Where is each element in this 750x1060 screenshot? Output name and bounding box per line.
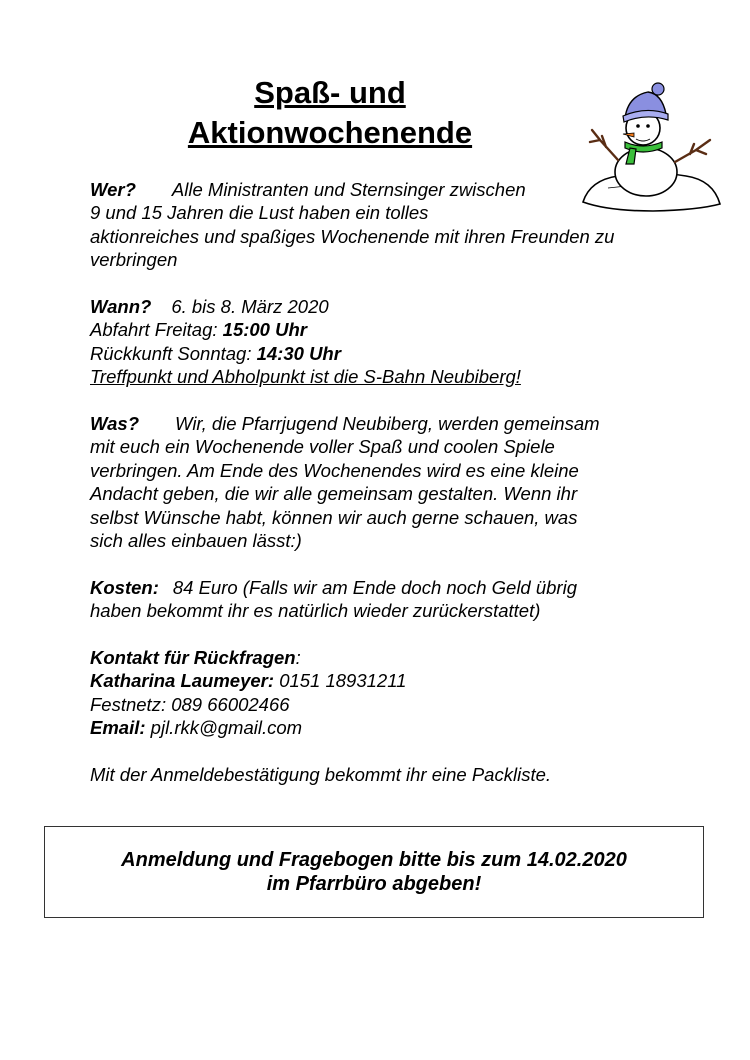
section-kontakt	[90, 646, 690, 740]
contact-name: Katharina Laumeyer:	[90, 670, 275, 692]
kontakt-heading: Kontakt für Rückfragen	[90, 647, 296, 669]
kontakt-heading-colon: :	[295, 647, 301, 669]
section-packliste	[90, 763, 690, 786]
packliste-note: Mit der Anmeldebestätigung bekommt ihr eine Packliste.	[90, 764, 552, 786]
title-line-2: Aktionwochenende	[187, 115, 473, 150]
wann-date: 6. bis 8. März 2020	[171, 296, 329, 318]
email-label: Email:	[90, 717, 146, 739]
contact-mobile: 0151 18931211	[279, 670, 407, 692]
was-line-5: selbst Wünsche habt, können wir auch gerne schauen, was	[90, 506, 578, 528]
landline-label: Festnetz:	[90, 693, 167, 715]
meeting-point: Treffpunkt und Abholpunkt ist die S-Bahn Neubiberg!	[90, 366, 521, 388]
departure-label: Abfahrt Freitag:	[90, 319, 218, 341]
title-line-1: Spaß- und	[254, 75, 406, 110]
info-body	[90, 178, 690, 810]
contact-email: pjl.rkk@gmail.com	[150, 717, 303, 739]
was-line-1: Wir, die Pfarrjugend Neubiberg, werden gemeinsam	[175, 413, 600, 435]
departure-time: 15:00 Uhr	[222, 319, 307, 341]
wer-line-3: aktionreiches und spaßiges Wochenende mit ihren Freunden zu	[90, 225, 615, 247]
kosten-line-2: haben bekommt ihr es natürlich wieder zurückerstattet)	[90, 600, 541, 622]
contact-landline: 089 66002466	[171, 693, 290, 715]
wann-label: Wann?	[90, 296, 152, 318]
wer-line-1: Alle Ministranten und Sternsinger zwischen	[171, 179, 526, 200]
wer-label: Wer?	[90, 179, 136, 200]
section-wann	[90, 295, 690, 389]
was-line-4: Andacht geben, die wir alle gemeinsam gestalten. Wenn ihr	[90, 483, 578, 505]
section-kosten	[90, 576, 690, 623]
wer-line-2: 9 und 15 Jahren die Lust haben ein tolles	[90, 202, 429, 224]
section-was	[90, 412, 690, 552]
notice-line-2: im Pfarrbüro abgeben!	[266, 873, 482, 895]
wer-line-4: verbringen	[90, 249, 178, 271]
was-label: Was?	[90, 413, 140, 435]
was-line-6: sich alles einbauen lässt:)	[90, 530, 302, 552]
notice-line-1: Anmeldung und Fragebogen bitte bis zum 14.02.2020	[121, 849, 627, 871]
return-label: Rückkunft Sonntag:	[90, 342, 252, 364]
section-wer	[90, 178, 690, 272]
kosten-line-1: 84 Euro (Falls wir am Ende doch noch Geld übrig	[172, 576, 577, 598]
return-time: 14:30 Uhr	[256, 342, 341, 364]
was-line-2: mit euch ein Wochenende voller Spaß und coolen Spiele	[90, 436, 555, 458]
kosten-label: Kosten:	[90, 576, 159, 598]
registration-notice-box	[44, 826, 704, 918]
was-line-3: verbringen. Am Ende des Wochenendes wird es eine kleine	[90, 459, 579, 481]
